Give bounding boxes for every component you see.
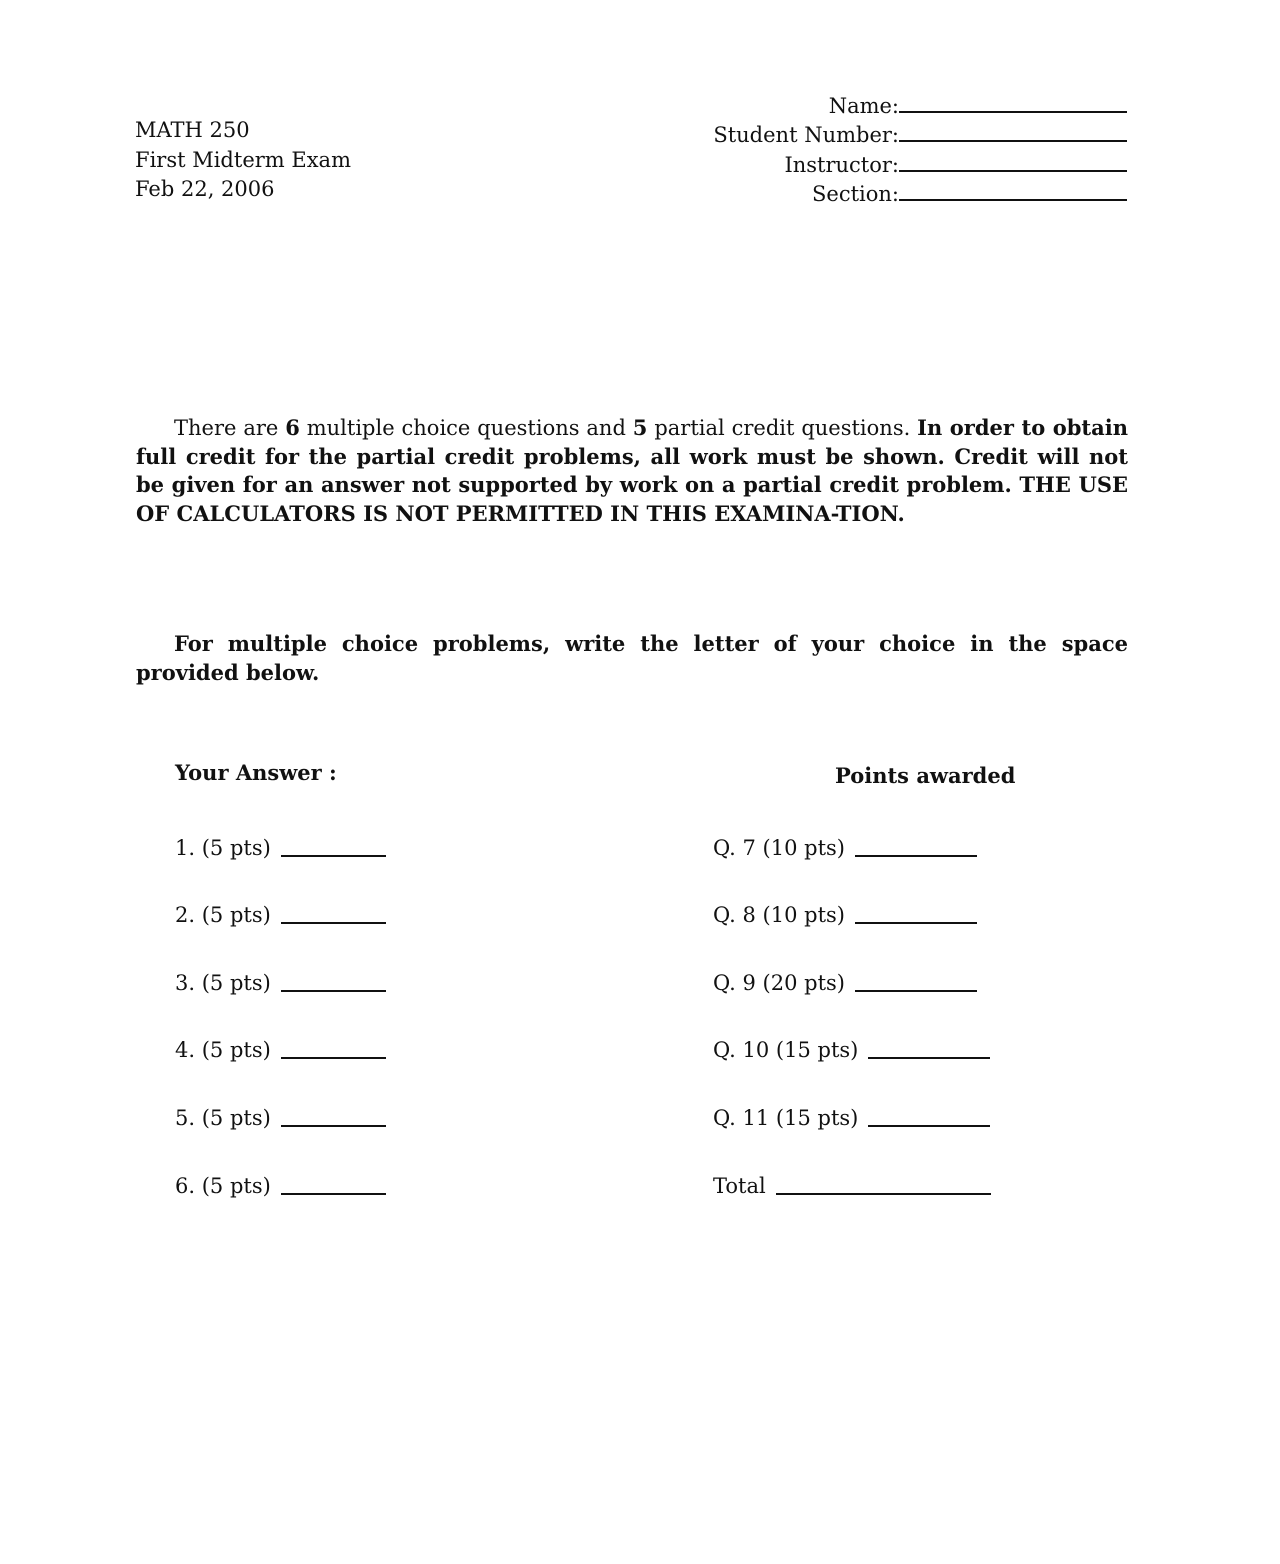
section-field bbox=[690, 177, 1130, 207]
points-row bbox=[713, 967, 991, 1035]
points-awarded-heading: Points awarded bbox=[835, 763, 1016, 788]
total-label: Total bbox=[713, 1173, 766, 1198]
answer-label: 4. (5 pts) bbox=[175, 1038, 271, 1063]
points-blank[interactable] bbox=[855, 972, 977, 992]
student-number-field bbox=[690, 118, 1130, 148]
answer-blank[interactable] bbox=[281, 1175, 386, 1195]
answer-blank[interactable] bbox=[281, 972, 386, 992]
name-label: Name: bbox=[828, 93, 899, 118]
answer-row bbox=[175, 1170, 386, 1238]
total-blank[interactable] bbox=[776, 1175, 991, 1195]
section-label: Section: bbox=[812, 182, 899, 206]
points-label: Q. 9 (20 pts) bbox=[713, 970, 845, 995]
course-info bbox=[135, 116, 351, 205]
exam-instructions bbox=[136, 414, 1128, 528]
points-label: Q. 7 (10 pts) bbox=[713, 835, 845, 860]
points-blank[interactable] bbox=[868, 1039, 990, 1059]
points-blank[interactable] bbox=[868, 1107, 990, 1127]
student-id-fields bbox=[690, 88, 1130, 206]
name-field bbox=[690, 88, 1130, 118]
course-code: MATH 250 bbox=[135, 118, 250, 142]
instructions-part2: multiple choice questions and bbox=[299, 416, 633, 440]
instructions-part3: partial credit questions. bbox=[647, 416, 918, 440]
answer-label: 1. (5 pts) bbox=[175, 835, 271, 860]
answer-label: 5. (5 pts) bbox=[175, 1105, 271, 1130]
total-row bbox=[713, 1170, 991, 1238]
mc-count: 6 bbox=[285, 415, 300, 440]
points-row bbox=[713, 1102, 991, 1170]
answer-blank[interactable] bbox=[281, 1107, 386, 1127]
answer-list bbox=[175, 832, 386, 1238]
answer-row bbox=[175, 967, 386, 1035]
student-number-label: Student Number: bbox=[713, 123, 899, 147]
answer-label: 2. (5 pts) bbox=[175, 903, 271, 928]
instructor-label: Instructor: bbox=[784, 152, 899, 177]
instructor-blank[interactable] bbox=[899, 150, 1127, 172]
points-label: Q. 11 (15 pts) bbox=[713, 1105, 859, 1130]
points-row bbox=[713, 900, 991, 968]
answer-blank[interactable] bbox=[281, 1039, 386, 1059]
answer-row bbox=[175, 1035, 386, 1103]
answer-blank[interactable] bbox=[281, 904, 386, 924]
answer-row bbox=[175, 900, 386, 968]
points-list bbox=[713, 832, 991, 1238]
exam-date: Feb 22, 2006 bbox=[135, 177, 275, 201]
answer-label: 3. (5 pts) bbox=[175, 970, 271, 995]
student-number-blank[interactable] bbox=[899, 120, 1127, 142]
instructions-bold: In order to obtain full credit for the partial credit problems, all work must be shown. Credit will not be given for an answer not supported by work on a partial credit problem. THE USE OF CALCULATORS IS NOT PERMITTED IN THIS EXAMINA-TION. bbox=[136, 415, 1128, 526]
points-row bbox=[713, 1035, 991, 1103]
points-label: Q. 10 (15 pts) bbox=[713, 1038, 859, 1063]
answer-label: 6. (5 pts) bbox=[175, 1173, 271, 1198]
points-label: Q. 8 (10 pts) bbox=[713, 903, 845, 928]
points-row bbox=[713, 832, 991, 900]
instructions-part1: There are bbox=[174, 416, 286, 440]
mc-note-text: For multiple choice problems, write the letter of your choice in the space provided below. bbox=[136, 631, 1128, 685]
points-blank[interactable] bbox=[855, 837, 977, 857]
multiple-choice-note bbox=[136, 630, 1128, 687]
exam-title: First Midterm Exam bbox=[135, 147, 351, 172]
your-answer-heading: Your Answer : bbox=[175, 760, 337, 785]
answer-row bbox=[175, 1102, 386, 1170]
points-blank[interactable] bbox=[855, 904, 977, 924]
name-blank[interactable] bbox=[899, 91, 1127, 113]
section-blank[interactable] bbox=[899, 179, 1127, 201]
pc-count: 5 bbox=[632, 415, 648, 440]
instructor-field bbox=[690, 147, 1130, 177]
answer-row bbox=[175, 832, 386, 900]
answer-blank[interactable] bbox=[281, 837, 386, 857]
